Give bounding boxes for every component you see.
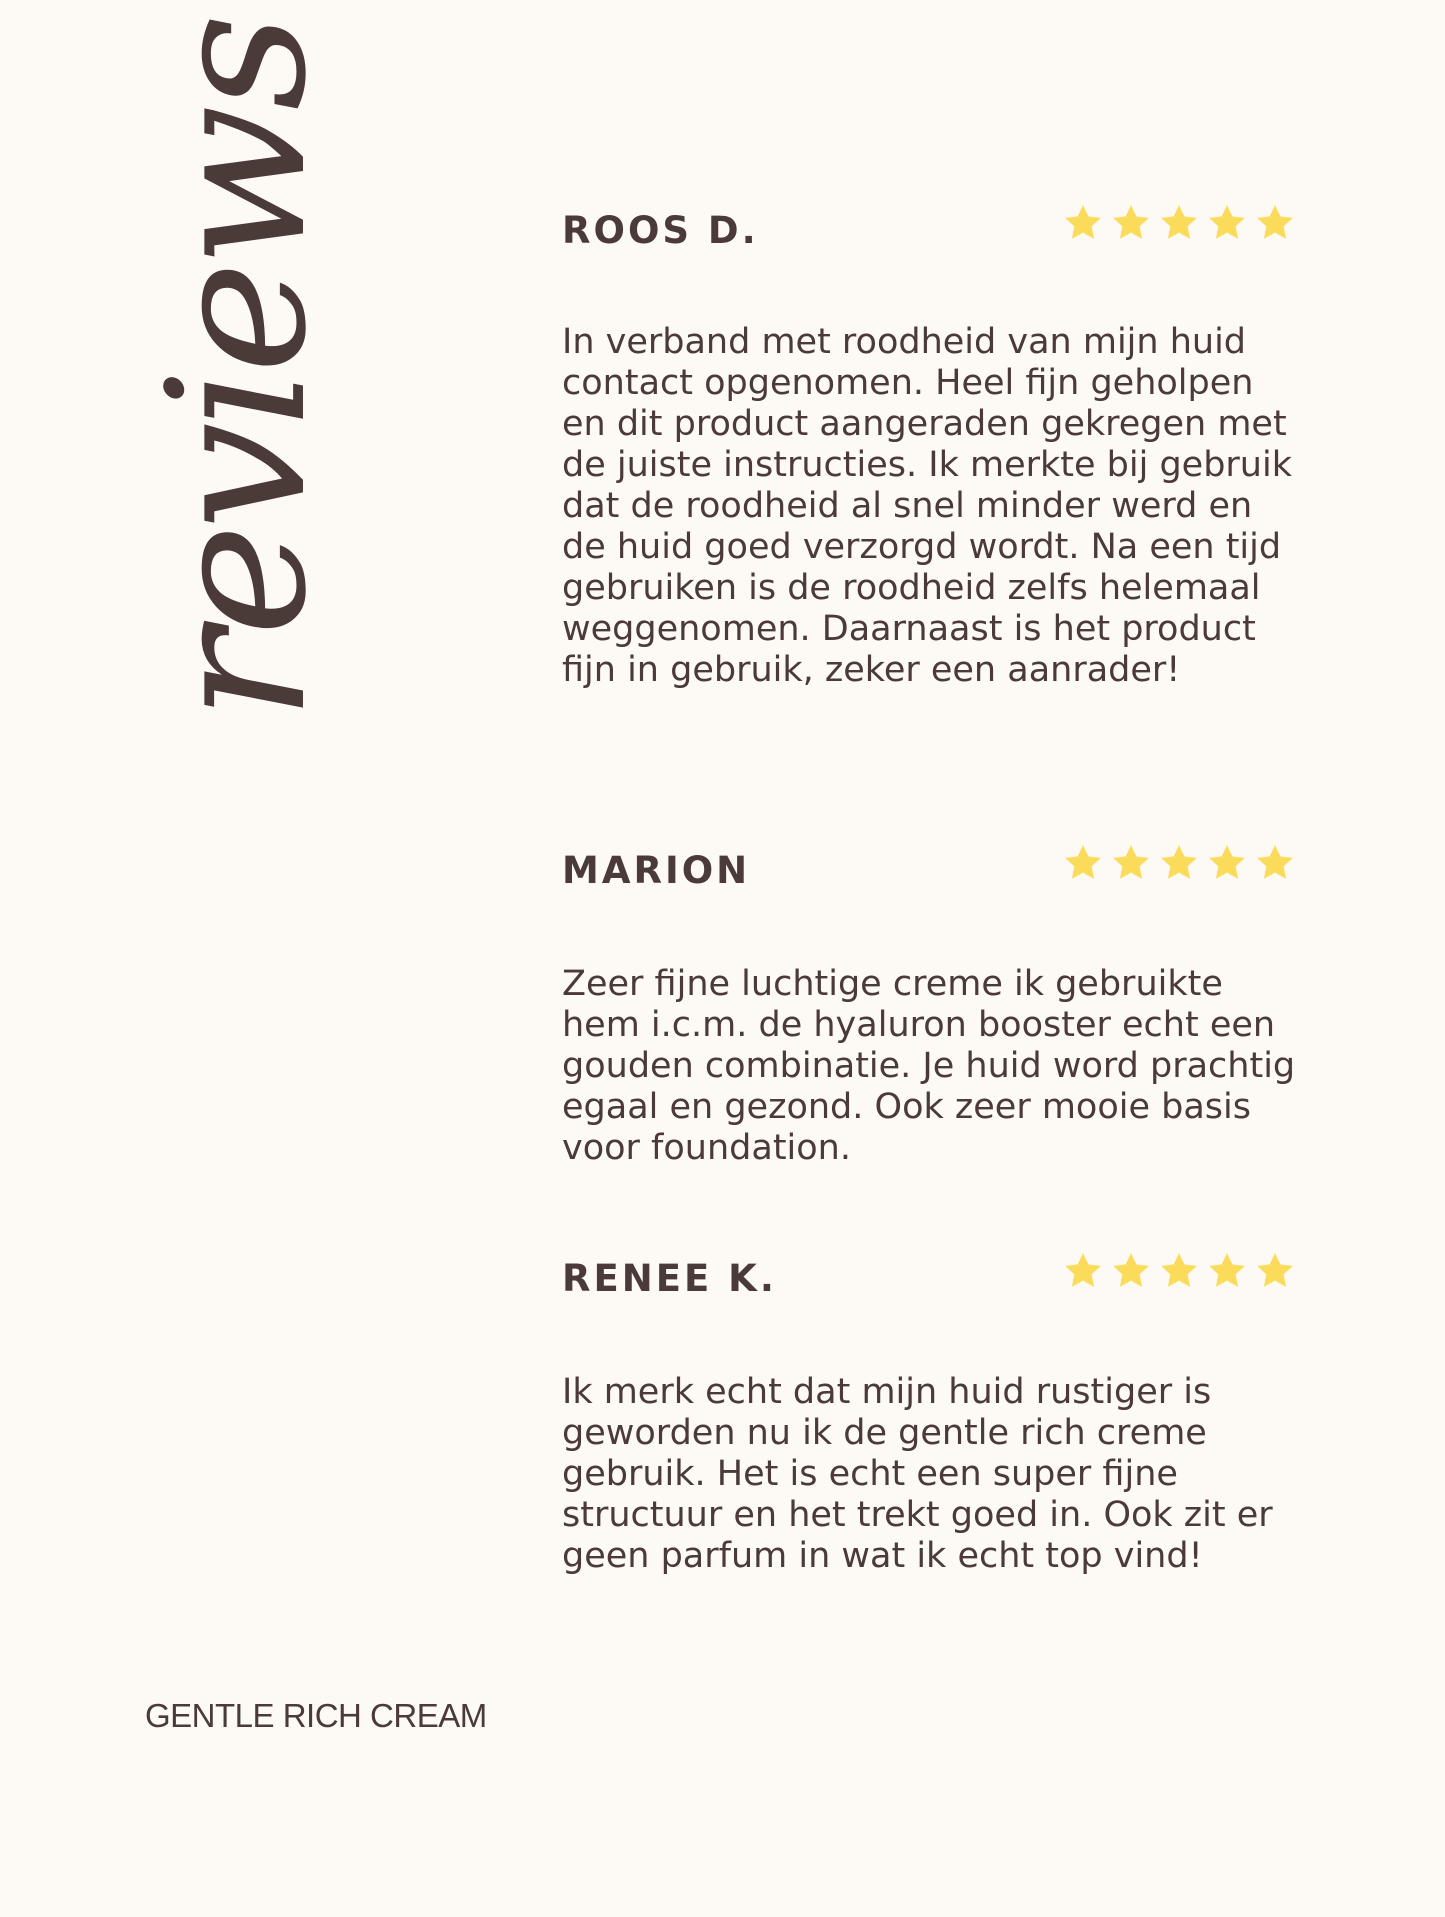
reviewer-name: MARION — [562, 849, 751, 892]
star-icon — [1062, 202, 1104, 244]
star-icon — [1110, 842, 1152, 884]
review-text: Ik merk echt dat mijn huid rustiger is geworden nu ik de gentle rich creme gebruik. Het is echt een super fijne structuur en het trekt goed in. Ook zit er geen parfum in wat ik echt top vind! — [562, 1372, 1273, 1576]
star-icon — [1254, 1250, 1296, 1292]
star-icon — [1110, 1250, 1152, 1292]
star-icon — [1062, 842, 1104, 884]
star-rating — [1062, 202, 1296, 244]
page-title — [127, 19, 349, 721]
reviewer-name: RENEE K. — [562, 1257, 777, 1300]
star-icon — [1158, 842, 1200, 884]
star-icon — [1206, 1250, 1248, 1292]
review-text: Zeer fijne luchtige creme ik gebruikte hem i.c.m. de hyaluron booster echt een gouden combinatie. Je huid word prachtig egaal en gezond. Ook zeer mooie basis voor foundation. — [562, 964, 1296, 1168]
star-icon — [1254, 842, 1296, 884]
reviewer-name: ROOS D. — [562, 209, 759, 252]
page-title-text: reviews — [127, 19, 349, 721]
star-icon — [1206, 202, 1248, 244]
star-rating — [1062, 842, 1296, 884]
star-icon — [1254, 202, 1296, 244]
product-label: GENTLE RICH CREAM — [145, 1697, 487, 1734]
star-icon — [1206, 842, 1248, 884]
star-rating — [1062, 1250, 1296, 1292]
star-icon — [1158, 202, 1200, 244]
star-icon — [1062, 1250, 1104, 1292]
star-icon — [1158, 1250, 1200, 1292]
review-text: In verband met roodheid van mijn huid contact opgenomen. Heel fijn geholpen en dit product aangeraden gekregen met de juiste instructies. Ik merkte bij gebruik dat de roodheid al snel minder werd en de huid goed verzorgd wordt. Na een tijd gebruiken is de roodheid zelfs helemaal weggenomen. Daarnaast is het product fijn in gebruik, zeker een aanrader! — [562, 322, 1292, 690]
star-icon — [1110, 202, 1152, 244]
